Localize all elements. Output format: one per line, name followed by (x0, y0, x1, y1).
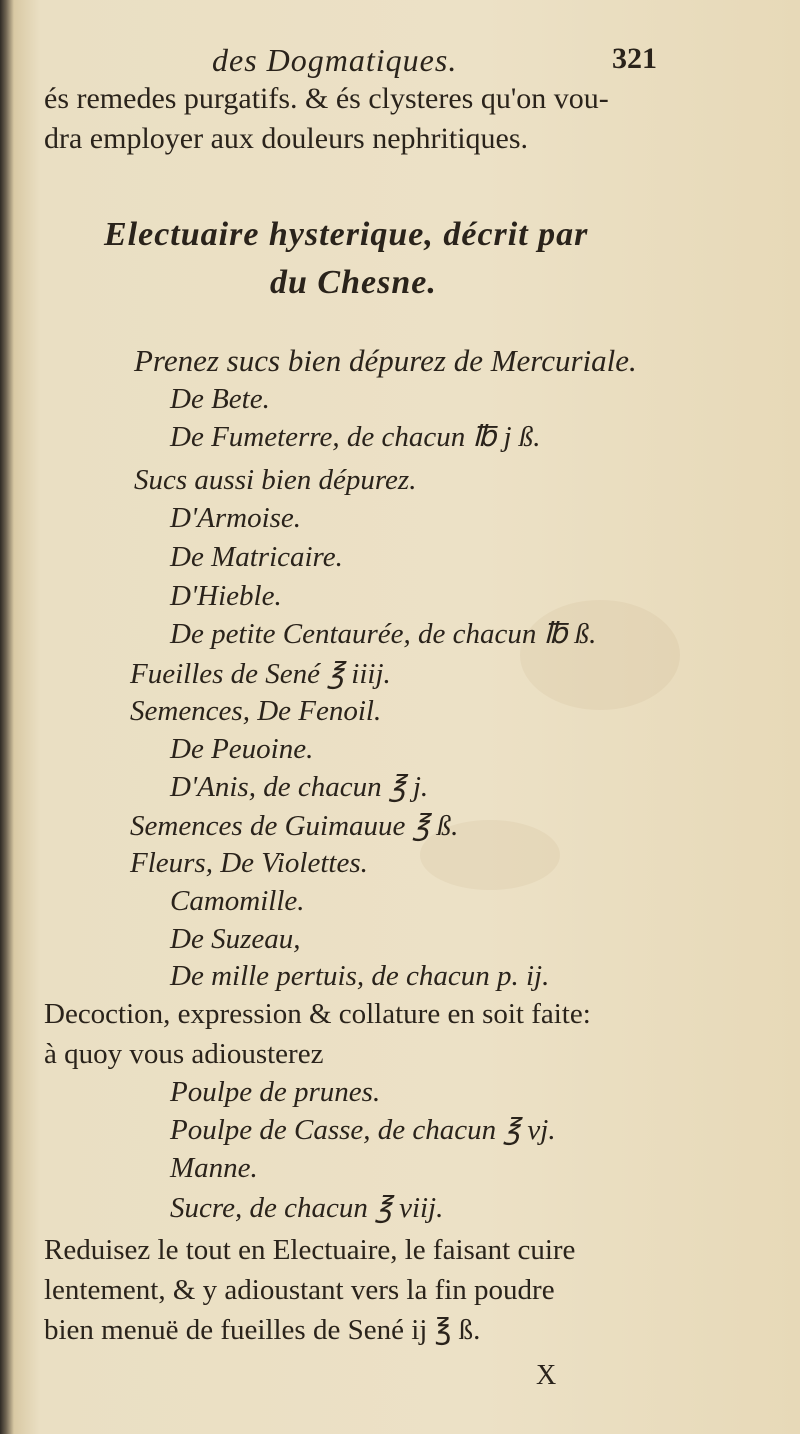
signature-mark: X (536, 1360, 557, 1391)
recipe-line: De Matricaire. (170, 541, 343, 573)
recipe-line: Semences de Guimauue ℥ ß. (130, 810, 459, 842)
recipe-line: Fleurs, De Violettes. (130, 847, 368, 879)
recipe-line: De Peuoine. (170, 733, 314, 765)
text-line: Decoction, expression & collature en soit faite: (44, 998, 591, 1030)
section-title: du Chesne. (270, 264, 437, 301)
recipe-line: Sucre, de chacun ℥ viij. (170, 1192, 444, 1224)
recipe-line: Sucs aussi bien dépurez. (134, 464, 417, 496)
paper-stain (520, 600, 680, 710)
text-line: Reduisez le tout en Electuaire, le faisant cuire (44, 1234, 576, 1266)
recipe-line: Poulpe de Casse, de chacun ℥ vj. (170, 1114, 556, 1146)
text-line: à quoy vous adiousterez (44, 1038, 324, 1070)
recipe-line: D'Anis, de chacun ℥ j. (170, 771, 429, 803)
text-line: dra employer aux douleurs nephritiques. (44, 122, 529, 155)
recipe-line: De petite Centaurée, de chacun ℔ ß. (170, 618, 597, 650)
recipe-line: De Fumeterre, de chacun ℔ j ß. (170, 421, 541, 453)
recipe-line: D'Hieble. (170, 580, 282, 612)
recipe-line: Fueilles de Sené ℥ iiij. (130, 658, 391, 690)
recipe-line: De mille pertuis, de chacun p. ij. (170, 960, 550, 992)
recipe-line: Camomille. (170, 885, 305, 917)
recipe-line: Manne. (170, 1152, 258, 1184)
recipe-line: De Suzeau, (170, 923, 301, 955)
text-line: és remedes purgatifs. & és clysteres qu'on vou- (44, 82, 609, 115)
running-title: des Dogmatiques. (212, 42, 458, 78)
section-title: Electuaire hysterique, décrit par (104, 216, 589, 253)
recipe-line: D'Armoise. (170, 502, 302, 534)
recipe-line: Poulpe de prunes. (170, 1076, 381, 1108)
recipe-line: De Bete. (170, 383, 270, 415)
text-line: lentement, & y adioustant vers la fin poudre (44, 1274, 555, 1306)
recipe-line: Semences, De Fenoil. (130, 695, 382, 727)
page-number: 321 (612, 42, 657, 75)
recipe-line: Prenez sucs bien dépurez de Mercuriale. (134, 343, 637, 378)
text-line: bien menuë de fueilles de Sené ij ℥ ß. (44, 1314, 481, 1346)
